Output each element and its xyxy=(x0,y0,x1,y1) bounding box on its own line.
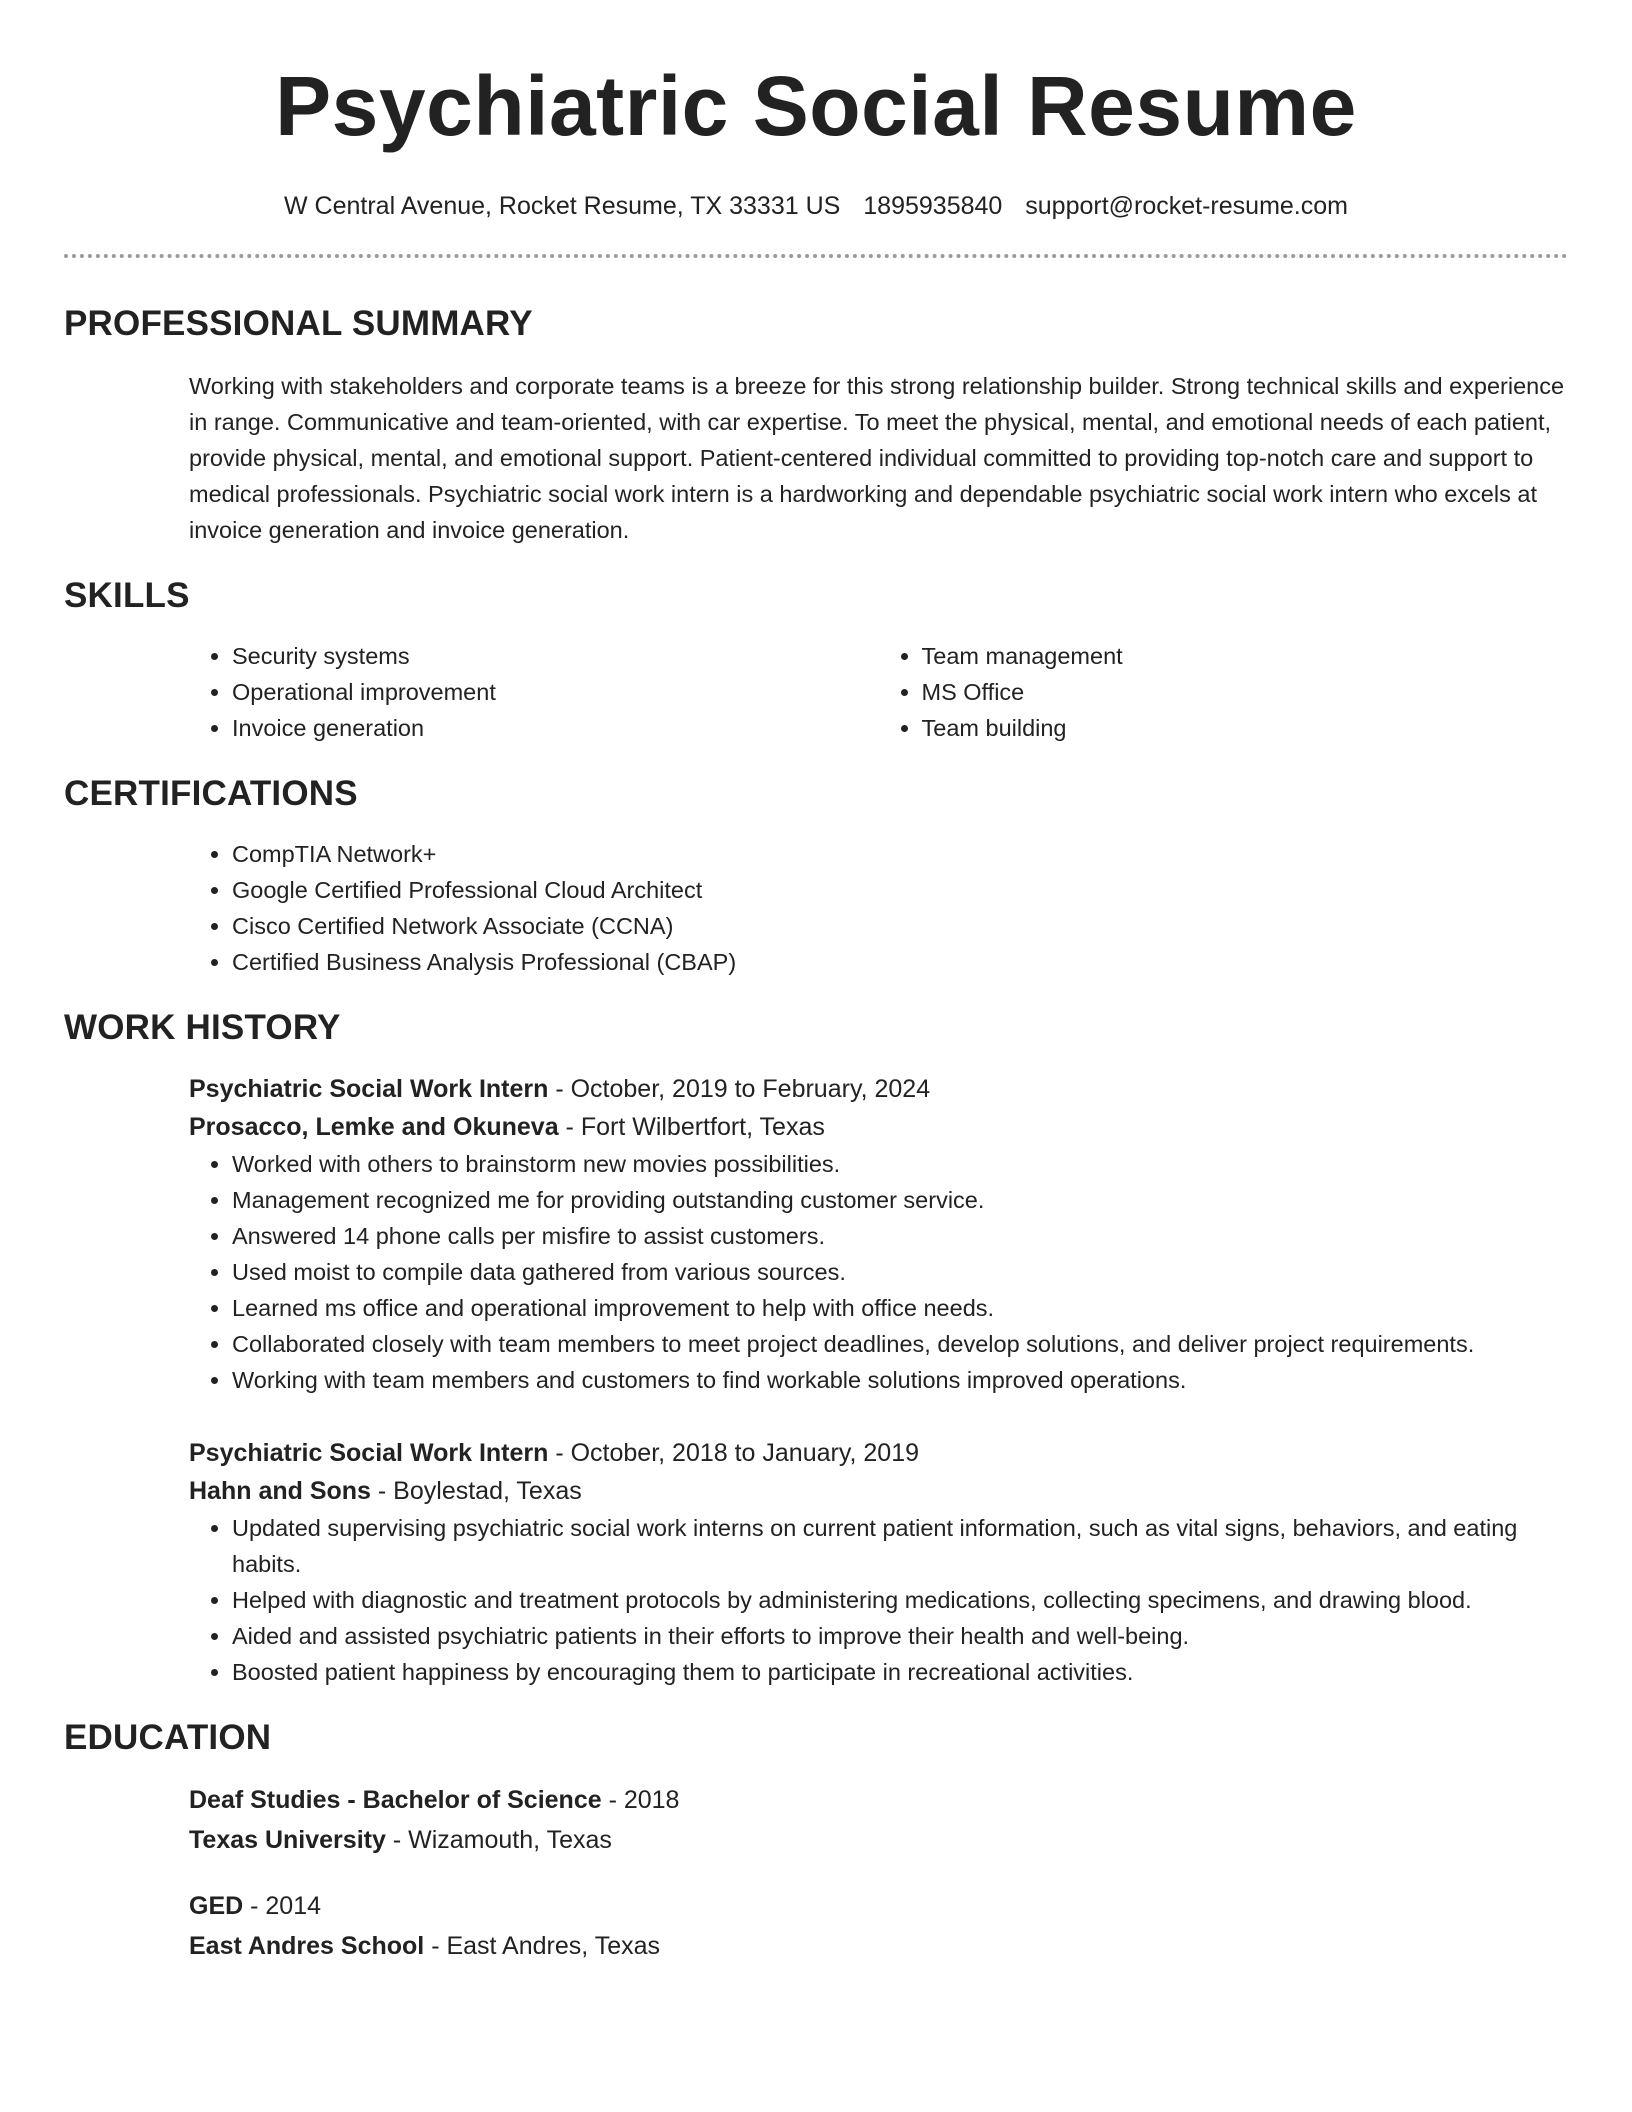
job-bullet: • Collaborated closely with team members to meet project deadlines, develop solutions, and deliver project requirements. xyxy=(232,1326,1568,1362)
education-section xyxy=(64,1718,1568,1966)
certification-item: • CompTIA Network+ xyxy=(232,836,1568,872)
education-degree-line xyxy=(189,1886,1568,1926)
education-degree: GED xyxy=(189,1892,244,1920)
header-divider xyxy=(64,254,1568,258)
skill-item: • Team building xyxy=(922,710,1569,746)
job-company-line xyxy=(189,1472,1568,1510)
certifications-heading: CERTIFICATIONS xyxy=(64,774,358,813)
work-history-heading: WORK HISTORY xyxy=(64,1008,341,1047)
contact-email: support@rocket-resume.com xyxy=(1025,192,1348,220)
job-bullet: • Learned ms office and operational improvement to help with office needs. xyxy=(232,1290,1568,1326)
job-bullets xyxy=(189,1146,1568,1398)
education-school-line xyxy=(189,1820,1568,1860)
job-location: - Boylestad, Texas xyxy=(370,1477,582,1505)
job-bullet: • Used moist to compile data gathered from various sources. xyxy=(232,1254,1568,1290)
resume-title: Psychiatric Social Resume xyxy=(275,59,1357,153)
job-role: Psychiatric Social Work Intern xyxy=(189,1439,549,1467)
job-bullet: • Updated supervising psychiatric social work interns on current patient information, such as vital signs, behaviors, and eating habits. xyxy=(232,1510,1568,1582)
skill-item: • Operational improvement xyxy=(232,674,879,710)
education-year: - 2018 xyxy=(601,1786,680,1814)
education-heading: EDUCATION xyxy=(64,1718,272,1757)
skill-item: • Team management xyxy=(922,638,1569,674)
education-school: Texas University xyxy=(189,1826,386,1854)
job-company: Prosacco, Lemke and Okuneva xyxy=(189,1113,559,1141)
certification-item: • Certified Business Analysis Professional (CBAP) xyxy=(232,944,1568,980)
job-entry xyxy=(189,1070,1568,1398)
job-bullet: • Worked with others to brainstorm new movies possibilities. xyxy=(232,1146,1568,1182)
education-degree-line xyxy=(189,1780,1568,1820)
job-bullets xyxy=(189,1510,1568,1690)
skills-column-left xyxy=(189,638,879,746)
skills-heading: SKILLS xyxy=(64,576,190,615)
work-history-section xyxy=(64,1008,1568,1690)
job-dates: - October, 2018 to January, 2019 xyxy=(548,1439,919,1467)
contact-line xyxy=(64,190,1568,222)
job-company: Hahn and Sons xyxy=(189,1477,371,1505)
job-company-line xyxy=(189,1108,1568,1146)
education-location: - Wizamouth, Texas xyxy=(385,1826,612,1854)
job-title-line xyxy=(189,1070,1568,1108)
education-entry xyxy=(189,1780,1568,1860)
skill-item: • Invoice generation xyxy=(232,710,879,746)
skills-list xyxy=(189,638,1568,746)
job-bullet: • Working with team members and customers to find workable solutions improved operations. xyxy=(232,1362,1568,1398)
education-year: - 2014 xyxy=(243,1892,322,1920)
summary-heading: PROFESSIONAL SUMMARY xyxy=(64,304,533,343)
education-location: - East Andres, Texas xyxy=(424,1932,661,1960)
contact-address: W Central Avenue, Rocket Resume, TX 33331 US xyxy=(284,192,841,220)
work-history-body xyxy=(189,1070,1568,1690)
job-bullet: • Answered 14 phone calls per misfire to assist customers. xyxy=(232,1218,1568,1254)
job-bullet: • Helped with diagnostic and treatment protocols by administering medications, collecting specimens, and drawing blood. xyxy=(232,1582,1568,1618)
certification-item: • Google Certified Professional Cloud Architect xyxy=(232,872,1568,908)
skill-item: • MS Office xyxy=(922,674,1569,710)
summary-text: Working with stakeholders and corporate teams is a breeze for this strong relationship builder. Strong technical skills and experience in range. Communicative and team-oriented, with car expertise. To meet the physical, mental, and emotional needs of each patient, provide physical, mental, and emotional support. Patient-centered individual committed to providing top-notch care and support to medical professionals. Psychiatric social work intern is a hardworking and dependable psychiatric social work intern who excels at invoice generation and invoice generation. xyxy=(189,373,1565,543)
certification-item: • Cisco Certified Network Associate (CCNA) xyxy=(232,908,1568,944)
job-entry xyxy=(189,1434,1568,1690)
certifications-section xyxy=(64,774,1568,980)
education-degree: Deaf Studies - Bachelor of Science xyxy=(189,1786,602,1814)
skills-section xyxy=(64,576,1568,746)
job-location: - Fort Wilbertfort, Texas xyxy=(558,1113,825,1141)
job-title-line xyxy=(189,1434,1568,1472)
summary-body xyxy=(189,368,1568,548)
job-bullet: • Aided and assisted psychiatric patients in their efforts to improve their health and well-being. xyxy=(232,1618,1568,1654)
job-bullet: • Boosted patient happiness by encouraging them to participate in recreational activities. xyxy=(232,1654,1568,1690)
job-role: Psychiatric Social Work Intern xyxy=(189,1075,549,1103)
skills-column-right xyxy=(879,638,1569,746)
skill-item: • Security systems xyxy=(232,638,879,674)
certifications-list xyxy=(189,836,1568,980)
education-entry xyxy=(189,1886,1568,1966)
job-bullet: • Management recognized me for providing outstanding customer service. xyxy=(232,1182,1568,1218)
job-dates: - October, 2019 to February, 2024 xyxy=(548,1075,931,1103)
education-school-line xyxy=(189,1926,1568,1966)
summary-section xyxy=(64,304,1568,548)
certifications-body xyxy=(189,836,1568,980)
contact-phone: 1895935840 xyxy=(863,192,1003,220)
education-body xyxy=(189,1780,1568,1966)
education-school: East Andres School xyxy=(189,1932,425,1960)
